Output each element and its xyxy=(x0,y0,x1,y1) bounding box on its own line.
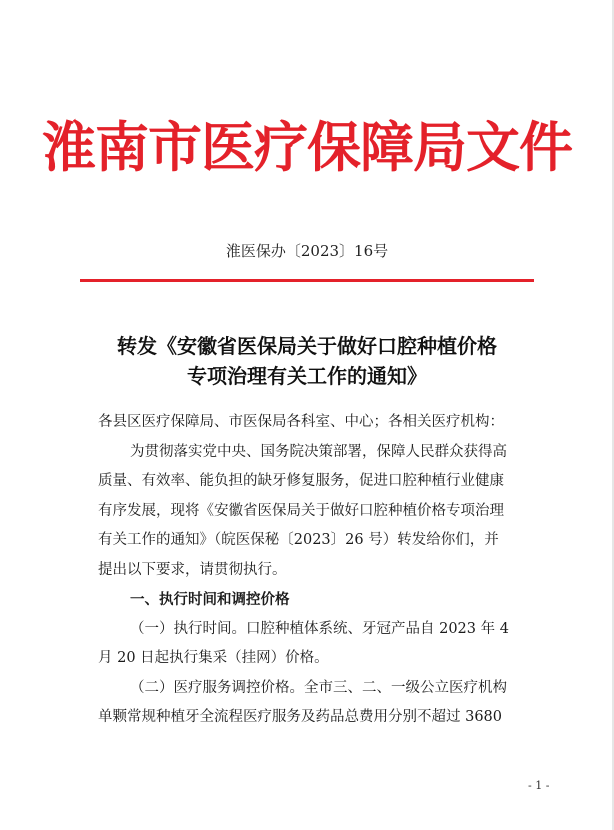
body-line: 有序发展，现将《安徽省医保局关于做好口腔种植价格专项治理 xyxy=(98,502,504,519)
body-line: （一）执行时间。口腔种植体系统、牙冠产品自 2023 年 4 xyxy=(130,620,509,637)
document-title-line-2: 专项治理有关工作的通知》 xyxy=(187,364,427,388)
body-line: 提出以下要求，请贯彻执行。 xyxy=(98,561,287,578)
document-title-line-1: 转发《安徽省医保局关于做好口腔种植价格 xyxy=(117,334,497,358)
body-line: 月 20 日起执行集采（挂网）价格。 xyxy=(98,650,329,666)
issuer-header: 淮南市医疗保障局文件 xyxy=(42,115,572,179)
body-line: （二）医疗服务调控价格。全市三、二、一级公立医疗机构 xyxy=(130,679,507,696)
red-divider-line xyxy=(80,279,534,282)
section-heading: 一、执行时间和调控价格 xyxy=(130,591,290,608)
salutation-line: 各县区医疗保障局、市医保局各科室、中心；各相关医疗机构： xyxy=(98,414,504,430)
body-line: 有关工作的通知》（皖医保秘〔2023〕26 号）转发给你们，并 xyxy=(98,532,499,548)
page-number: - 1 - xyxy=(528,779,550,792)
document-body xyxy=(98,408,554,733)
body-line: 为贯彻落实党中央、国务院决策部署，保障人民群众获得高 xyxy=(130,443,507,460)
body-line: 质量、有效率、能负担的缺牙修复服务，促进口腔种植行业健康 xyxy=(98,473,504,489)
document-number: 淮医保办〔2023〕16号 xyxy=(225,242,389,260)
document-title xyxy=(0,331,614,391)
body-line: 单颗常规种植牙全流程医疗服务及药品总费用分别不超过 3680 xyxy=(98,709,503,725)
